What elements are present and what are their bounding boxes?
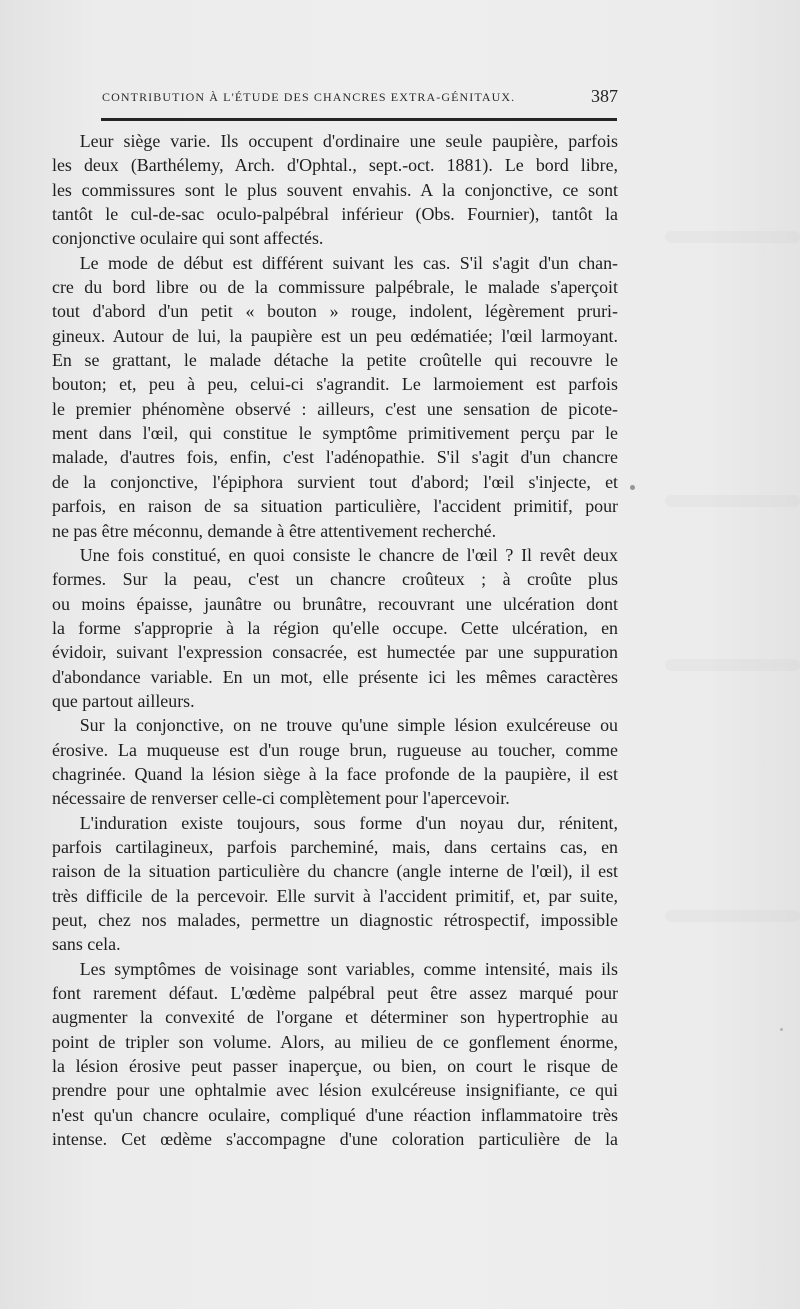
- text-line: point de tripler son volume. Alors, au milieu de ce gonflement énorme,: [52, 1031, 618, 1052]
- text-line: nécessaire de renverser celle-ci complètement pour l'apercevoir.: [52, 788, 510, 809]
- text-line: gineux. Autour de lui, la paupière est un peu œdématiée; l'œil larmoyant.: [52, 325, 618, 346]
- text-line: formes. Sur la peau, c'est un chancre croûteux ; à croûte plus: [52, 569, 618, 590]
- text-line: Leur siège varie. Ils occupent d'ordinaire une seule paupière, parfois: [79, 131, 618, 151]
- paragraph-onset: [52, 251, 618, 543]
- print-speck: [780, 1028, 783, 1031]
- text-line: érosive. La muqueuse est d'un rouge brun, rugueuse au toucher, comme: [52, 739, 618, 760]
- paragraph-location: [52, 129, 618, 251]
- running-title: CONTRIBUTION À L'ÉTUDE DES CHANCRES EXTRA-GÉNITAUX.: [102, 90, 516, 104]
- text-line: les deux (Barthélemy, Arch. d'Ophtal., sept.-oct. 1881). Le bord libre,: [52, 155, 618, 176]
- bleed-through-mark: [665, 910, 800, 922]
- text-line: ou moins épaisse, jaunâtre ou brunâtre, recouvrant une ulcération dont: [52, 593, 618, 614]
- text-line: raison de la situation particulière du chancre (angle interne de l'œil), il est: [52, 861, 618, 882]
- paragraph-conjunctiva: [52, 713, 618, 810]
- text-line: conjonctive oculaire qui sont affectés.: [52, 228, 324, 249]
- text-line: que partout ailleurs.: [52, 690, 195, 711]
- bleed-through-mark: [665, 495, 800, 507]
- text-line: la lésion érosive peut passer inaperçue, ou bien, on court le risque de: [52, 1056, 618, 1077]
- text-line: Sur la conjonctive, on ne trouve qu'une simple lésion exulcéreuse ou: [79, 715, 618, 736]
- text-line: le premier phénomène observé : ailleurs, c'est une sensation de picote-: [52, 398, 618, 419]
- text-line: En se grattant, le malade détache la petite croûtelle qui recouvre le: [52, 350, 618, 371]
- text-line: bouton; et, peu à peu, celui-ci s'agrandit. Le larmoiement est parfois: [52, 374, 618, 395]
- text-line: prendre pour une ophtalmie avec lésion exulcéreuse insignifiante, ce qui: [52, 1080, 618, 1101]
- text-line: très difficile de la percevoir. Elle survit à l'accident primitif, et, par suite,: [52, 885, 618, 906]
- text-line: parfois cartilagineux, parfois parcheminé, mais, dans certains cas, en: [52, 836, 618, 857]
- text-line: Le mode de début est différent suivant les cas. S'il s'agit d'un chan-: [79, 252, 618, 273]
- text-line: parfois, en raison de sa situation particulière, l'accident primitif, pour: [52, 496, 618, 517]
- text-line: tout d'abord d'un petit « bouton » rouge, indolent, légèrement pruri-: [52, 301, 618, 322]
- bleed-through-mark: [665, 231, 800, 243]
- text-line: de la conjonctive, l'épiphora survient tout d'abord; l'œil s'injecte, et: [52, 471, 618, 492]
- text-line: Une fois constitué, en quoi consiste le chancre de l'œil ? Il revêt deux: [79, 544, 618, 565]
- text-line: intense. Cet œdème s'accompagne d'une coloration particulière de la: [52, 1129, 618, 1150]
- page-number: 387: [591, 86, 618, 106]
- text-line: cre du bord libre ou de la commissure palpébrale, le malade s'aperçoit: [52, 277, 618, 298]
- header-rule: [101, 118, 617, 121]
- text-line: évidoir, suivant l'expression consacrée, est humectée par une suppuration: [52, 642, 618, 663]
- running-head: [102, 86, 616, 110]
- text-line: tantôt le cul-de-sac oculo-palpébral inférieur (Obs. Fournier), tantôt la: [52, 204, 618, 225]
- bleed-through-mark: [665, 659, 800, 671]
- text-line: n'est qu'un chancre oculaire, compliqué d'une réaction inflammatoire très: [52, 1104, 618, 1125]
- text-line: chagrinée. Quand la lésion siège à la face profonde de la paupière, il est: [52, 763, 618, 784]
- paragraph-forms: [52, 543, 618, 713]
- text-line: sans cela.: [52, 934, 121, 955]
- text-line: ment dans l'œil, qui constitue le symptôme primitivement perçu par le: [52, 423, 618, 444]
- paragraph-induration: [52, 811, 618, 957]
- print-speck: [630, 485, 635, 490]
- text-line: ne pas être méconnu, demande à être attentivement recherché.: [52, 520, 497, 541]
- text-line: L'induration existe toujours, sous forme d'un noyau dur, rénitent,: [79, 812, 618, 833]
- text-line: peut, chez nos malades, permettre un diagnostic rétrospectif, impossible: [52, 910, 618, 930]
- text-line: malade, d'autres fois, enfin, c'est l'adénopathie. S'il s'agit d'un chancre: [52, 447, 618, 468]
- text-line: font rarement défaut. L'œdème palpébral peut être assez marqué pour: [52, 983, 618, 1004]
- text-line: d'abondance variable. En un mot, elle présente ici les mêmes caractères: [52, 666, 618, 687]
- text-line: les commissures sont le plus souvent envahis. A la conjonctive, ce sont: [52, 179, 618, 200]
- body-text: [52, 129, 618, 1151]
- text-line: augmenter la convexité de l'organe et déterminer son hypertrophie au: [52, 1007, 618, 1028]
- text-line: Les symptômes de voisinage sont variables, comme intensité, mais ils: [79, 958, 618, 979]
- text-line: la forme s'approprie à la région qu'elle occupe. Cette ulcération, en: [52, 617, 618, 638]
- paragraph-neighboring-symptoms: [52, 957, 618, 1152]
